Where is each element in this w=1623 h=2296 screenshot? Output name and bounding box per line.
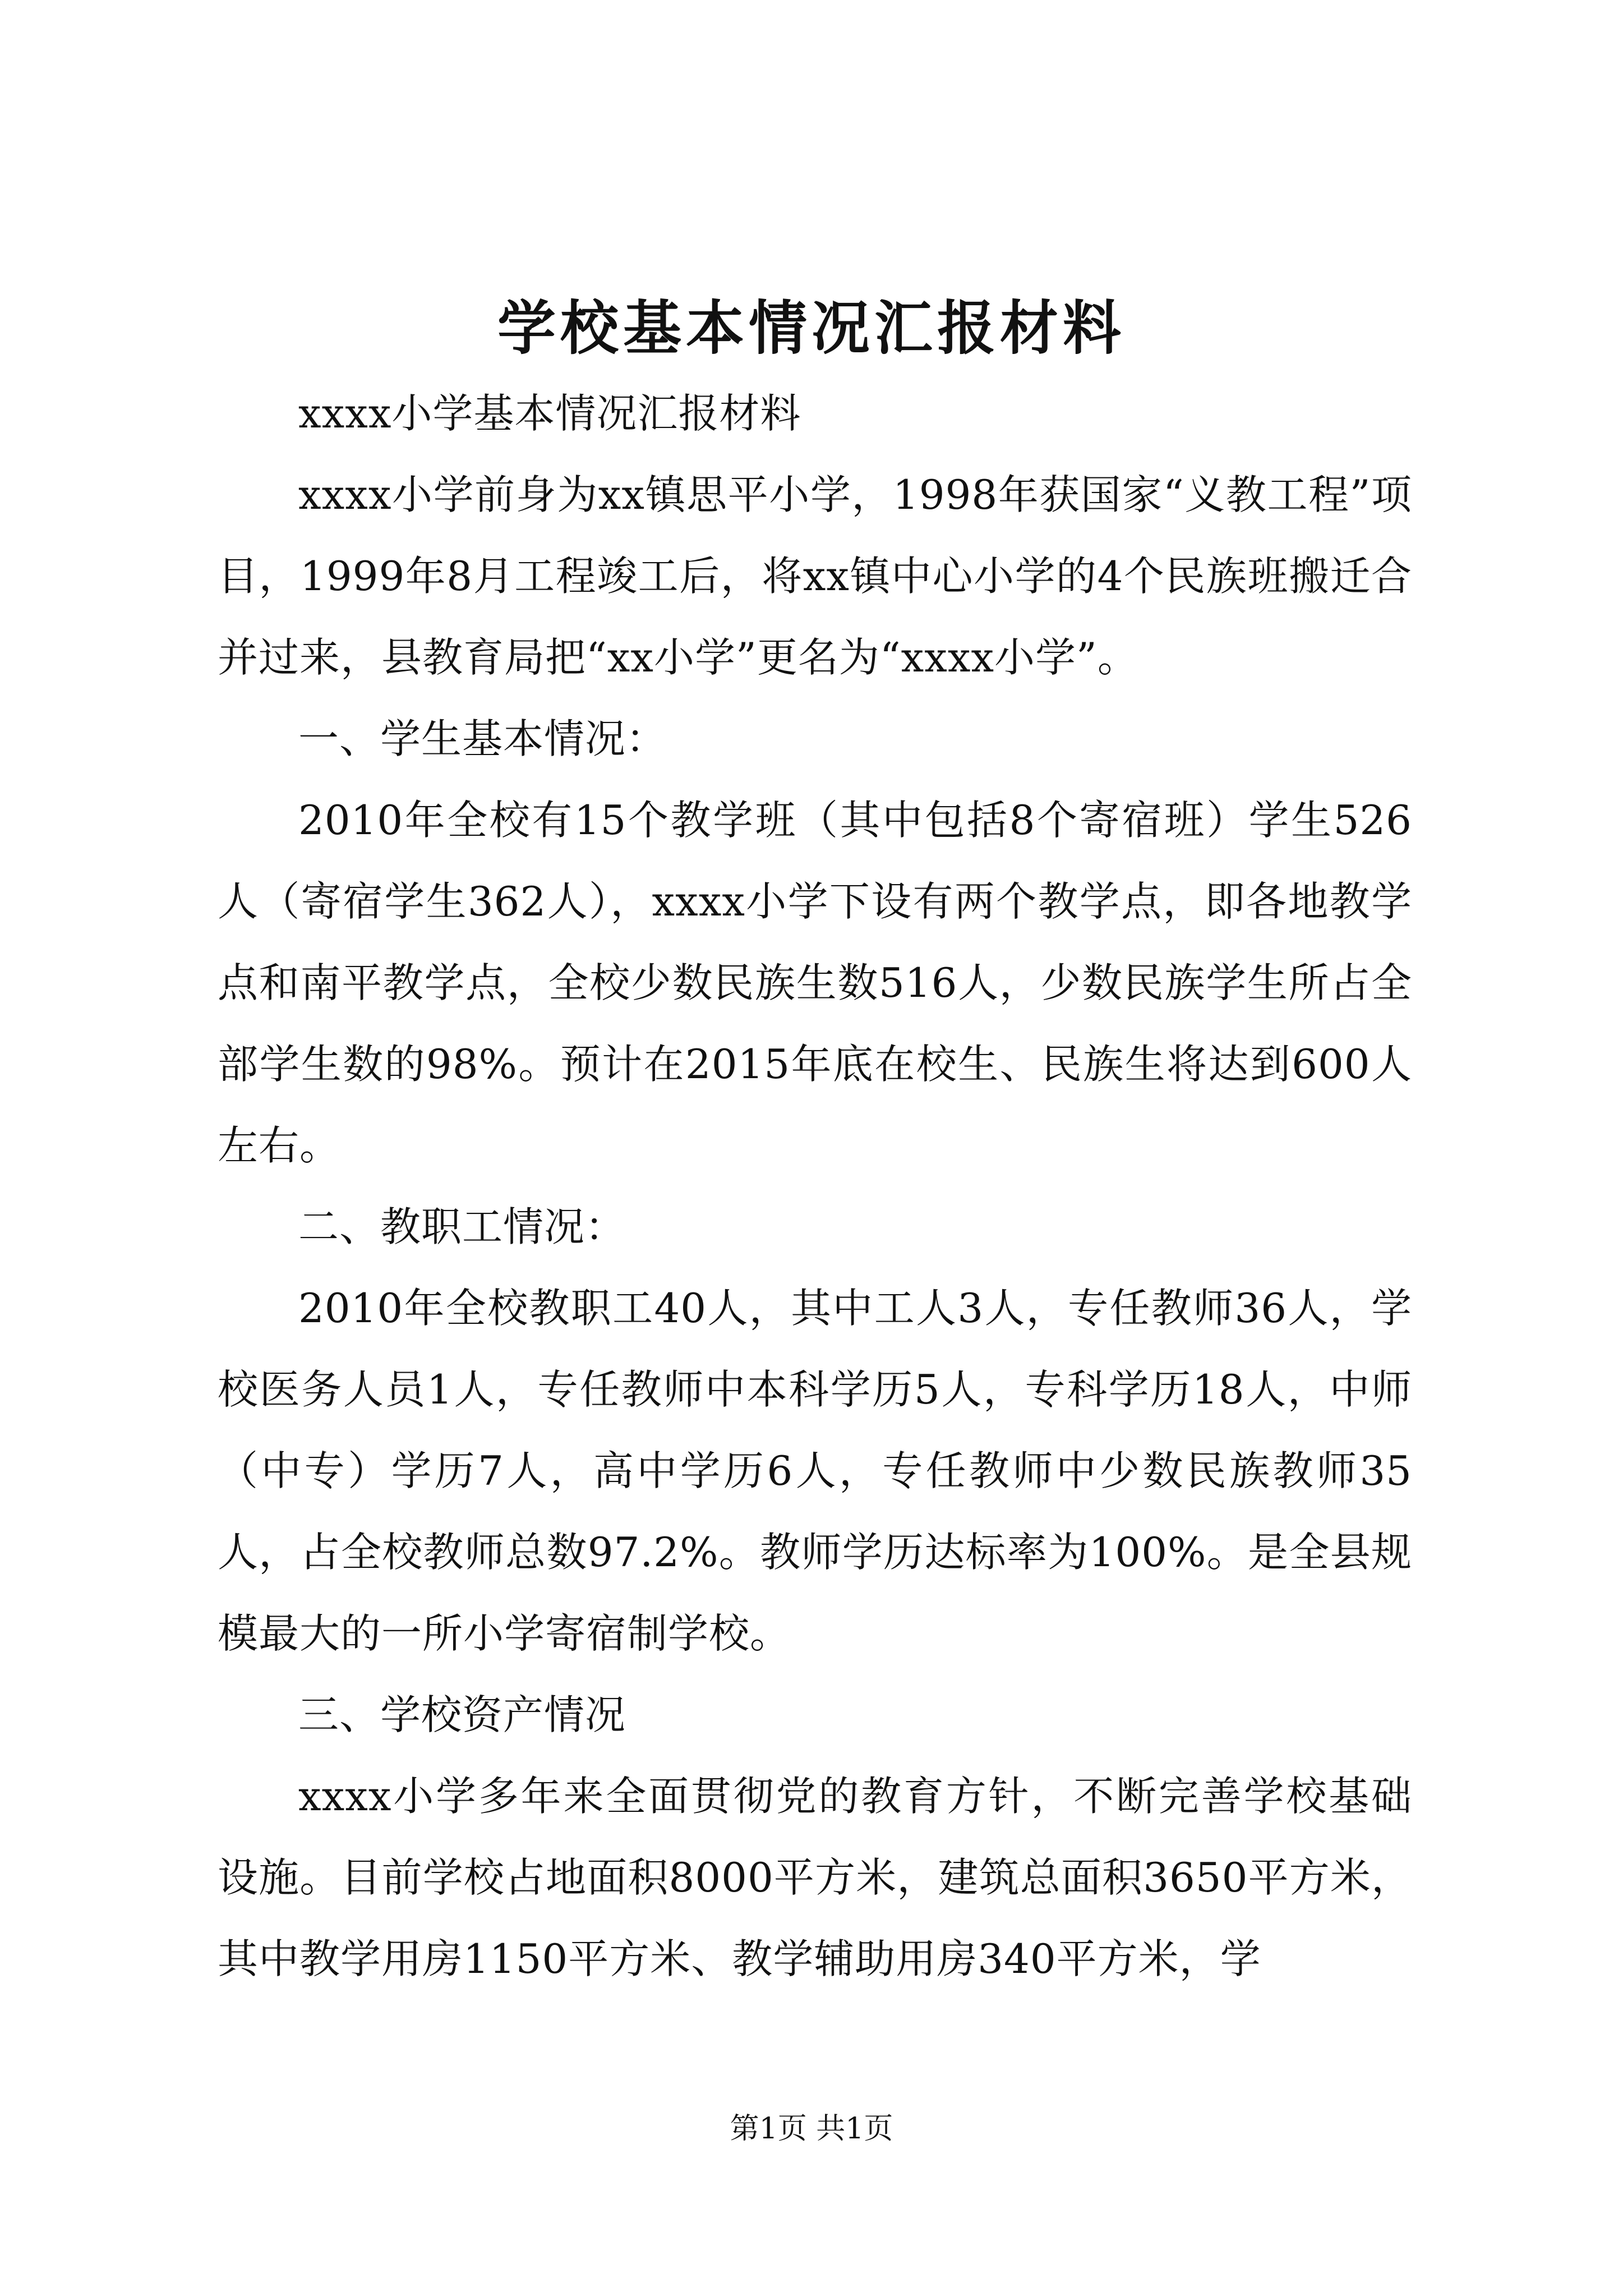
intro-paragraph: xxxx小学前身为xx镇思平小学，1998年获国家“义教工程”项目，1999年8月工程竣工后，将xx镇中心小学的4个民族班搬迁合并过来，县教育局把“xx小学”更名为“xxxx小学”。 (218, 471, 1412, 681)
subtitle-paragraph: xxxx小学基本情况汇报材料 (298, 390, 801, 437)
document-body (218, 373, 1412, 2000)
staff-paragraph: 2010年全校教职工40人，其中工人3人，专任教师36人，学校医务人员1人，专任教师中本科学历5人，专科学历18人，中师（中专）学历7人，高中学历6人，专任教师中少数民族教师35人，占全校教师总数97.2%。教师学历达标率为100%。是全县规模最大的一所小学寄宿制学校。 (218, 1285, 1412, 1657)
document-title: 学校基本情况汇报材料 (497, 293, 1126, 362)
page-footer: 第1页 共1页 (730, 2112, 893, 2146)
section-heading-assets: 三、学校资产情况 (298, 1691, 626, 1738)
section-heading-students: 一、学生基本情况： (298, 715, 667, 762)
assets-paragraph: xxxx小学多年来全面贯彻党的教育方针，不断完善学校基础设施。目前学校占地面积8000平方米，建筑总面积3650平方米，其中教学用房1150平方米、教学辅助用房340平方米，学 (218, 1773, 1412, 1982)
section-heading-staff: 二、教职工情况： (298, 1203, 626, 1250)
students-paragraph: 2010年全校有15个教学班（其中包括8个寄宿班）学生526人（寄宿学生362人），xxxx小学下设有两个教学点，即各地教学点和南平教学点，全校少数民族生数516人，少数民族学生所占全部学生数的98%。预计在2015年底在校生、民族生将达到600人左右。 (218, 797, 1412, 1169)
